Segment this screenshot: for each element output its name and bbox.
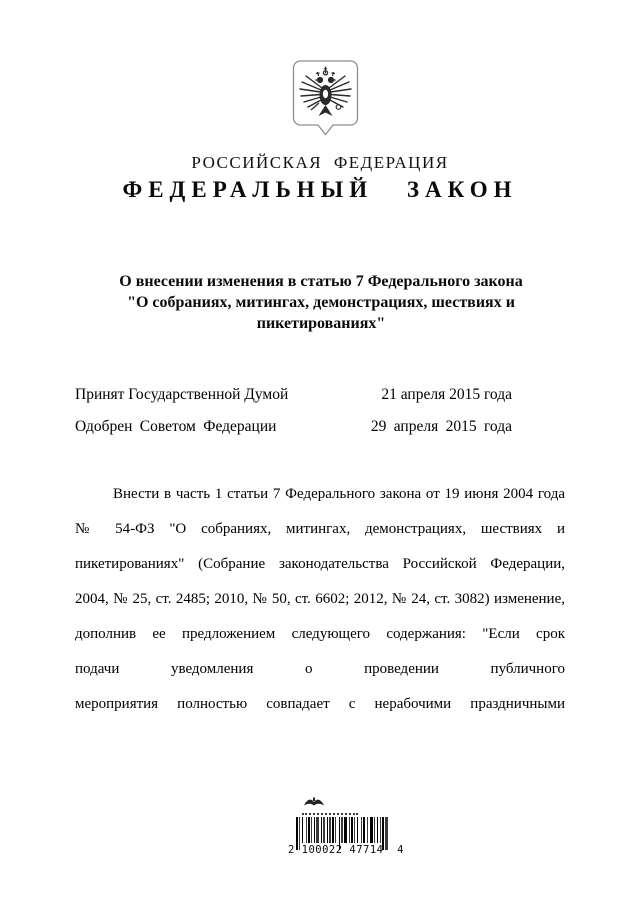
country-heading: РОССИЙСКАЯ ФЕДЕРАЦИЯ	[191, 153, 449, 172]
microtext-line	[302, 813, 358, 815]
body-line: подачи уведомления о проведении публичного	[75, 661, 565, 677]
body-line: пикетированиях" (Собрание законодательства Российской Федерации,	[75, 556, 565, 572]
barcode-digits: 2 100022 47714 4	[288, 844, 404, 856]
approved-by-federation-council-label: Одобрен Советом Федерации	[75, 418, 277, 435]
mini-eagle-emblem-icon	[302, 796, 362, 815]
approved-by-federation-council-date: 29 апреля 2015 года	[370, 418, 512, 435]
law-title-line: О внесении изменения в статью 7 Федерального закона	[119, 273, 523, 290]
adopted-by-duma-row	[75, 386, 512, 404]
body-line: Внести в часть 1 статьи 7 Федерального закона от 19 июня 2004 года	[113, 486, 565, 502]
adopted-by-duma-date: 21 апреля 2015 года	[381, 386, 512, 403]
adopted-by-duma-label: Принят Государственной Думой	[75, 386, 289, 403]
body-line: дополнив ее предложением следующего содержания: "Если срок	[75, 626, 565, 642]
body-line: 2004, № 25, ст. 2485; 2010, № 50, ст. 6602; 2012, № 24, ст. 3082) изменение,	[75, 591, 565, 607]
adoption-block	[75, 386, 512, 450]
document-type-heading: ФЕДЕРАЛЬНЫЙ ЗАКОН	[122, 177, 518, 202]
law-title	[100, 271, 542, 334]
russian-coat-of-arms-icon	[292, 60, 359, 145]
law-title-line: "О собраниях, митингах, демонстрациях, шествиях и	[127, 294, 515, 311]
body-line: мероприятия полностью совпадает с нерабочими праздничными	[75, 696, 565, 712]
body-line: № 54-ФЗ "О собраниях, митингах, демонстрациях, шествиях и	[75, 521, 565, 537]
law-title-line: пикетированиях"	[256, 315, 386, 332]
approved-by-federation-council-row	[75, 418, 512, 436]
publication-barcode	[288, 796, 408, 856]
law-body-paragraph	[75, 477, 565, 722]
